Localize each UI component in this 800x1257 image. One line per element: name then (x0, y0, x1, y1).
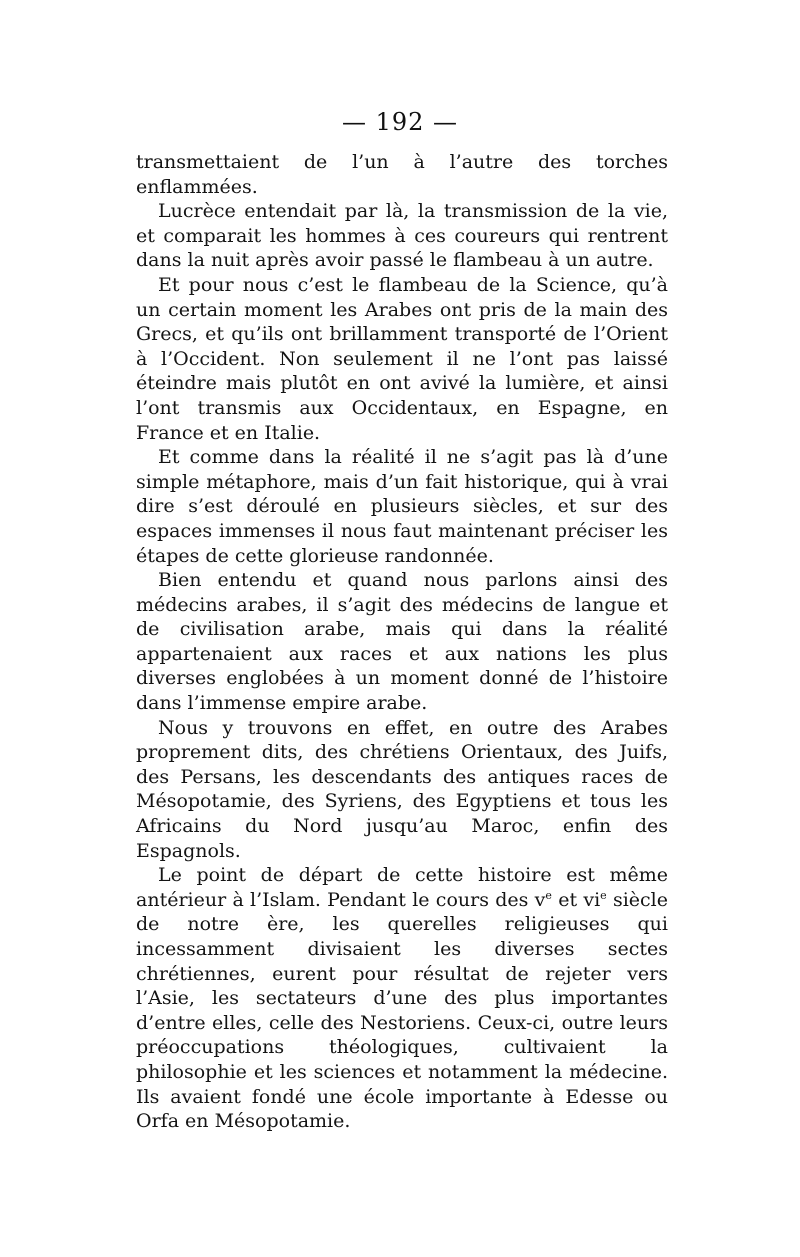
paragraph-metaphore: Et comme dans la réalité il ne s’agit pas là d’une simple métaphore, mais d’un fait historique, qui à vrai dire s’est déroulé en plusieurs siècles, et sur des espaces immenses il nous faut maintenant préciser les étapes de cette glorieuse randonnée. (136, 446, 668, 567)
text-segment: siècle de notre ère, les querelles religieuses qui incessamment divisaient les diverses sectes chrétiennes, eurent pour résultat de rejeter vers l’Asie, les sectateurs d’une des plus importantes d’entre elles, celle des Nestoriens. Ceux-ci, outre leurs préoccupations théologiques, cultivaient la philosophie et les sciences et notamment la médecine. Ils avaient fondé une école importante à Edesse ou Orfa en Mésopotamie. (136, 888, 668, 1133)
paragraph-continuation: transmettaient de l’un à l’autre des torches enflammées. (136, 151, 668, 198)
paragraph-flambeau-science: Et pour nous c’est le flambeau de la Science, qu’à un certain moment les Arabes ont pris de la main des Grecs, et qu’ils ont brillamment transporté de l’Orient à l’Occident. Non seulement il ne l’ont pas laissé éteindre mais plutôt en ont avivé la lumière, et ainsi l’ont transmis aux Occidentaux, en Espagne, en France et en Italie. (136, 273, 668, 444)
paragraph-nations: Nous y trouvons en effet, en outre des Arabes proprement dits, des chrétiens Orientaux, des Juifs, des Persans, les descendants des antiques races de Mésopotamie, des Syriens, des Egyptiens et tous les Africains du Nord jusqu’au Maroc, enfin des Espagnols. (136, 716, 668, 862)
paragraph-lucrece: Lucrèce entendait par là, la transmission de la vie, et comparait les hommes à ces coureurs qui rentrent dans la nuit après avoir passé le flambeau à un autre. (136, 200, 668, 272)
paragraph-nestoriens (136, 863, 668, 1134)
text-segment: Le point de départ de cette histoire est même antérieur à l’Islam. Pendant le cours des v (136, 864, 668, 911)
page-number: — 192 — (341, 108, 459, 136)
paragraph-medecins-arabes: Bien entendu et quand nous parlons ainsi des médecins arabes, il s’agit des médecins de langue et de civilisation arabe, mais qui dans la réalité appartenaient aux races et aux nations les plus diverses englobées à un moment donné de l’histoire dans l’immense empire arabe. (136, 569, 668, 715)
superscript: e (600, 888, 607, 902)
text-segment: et vi (551, 888, 601, 911)
superscript: e (545, 888, 552, 902)
body-text (136, 150, 668, 1134)
